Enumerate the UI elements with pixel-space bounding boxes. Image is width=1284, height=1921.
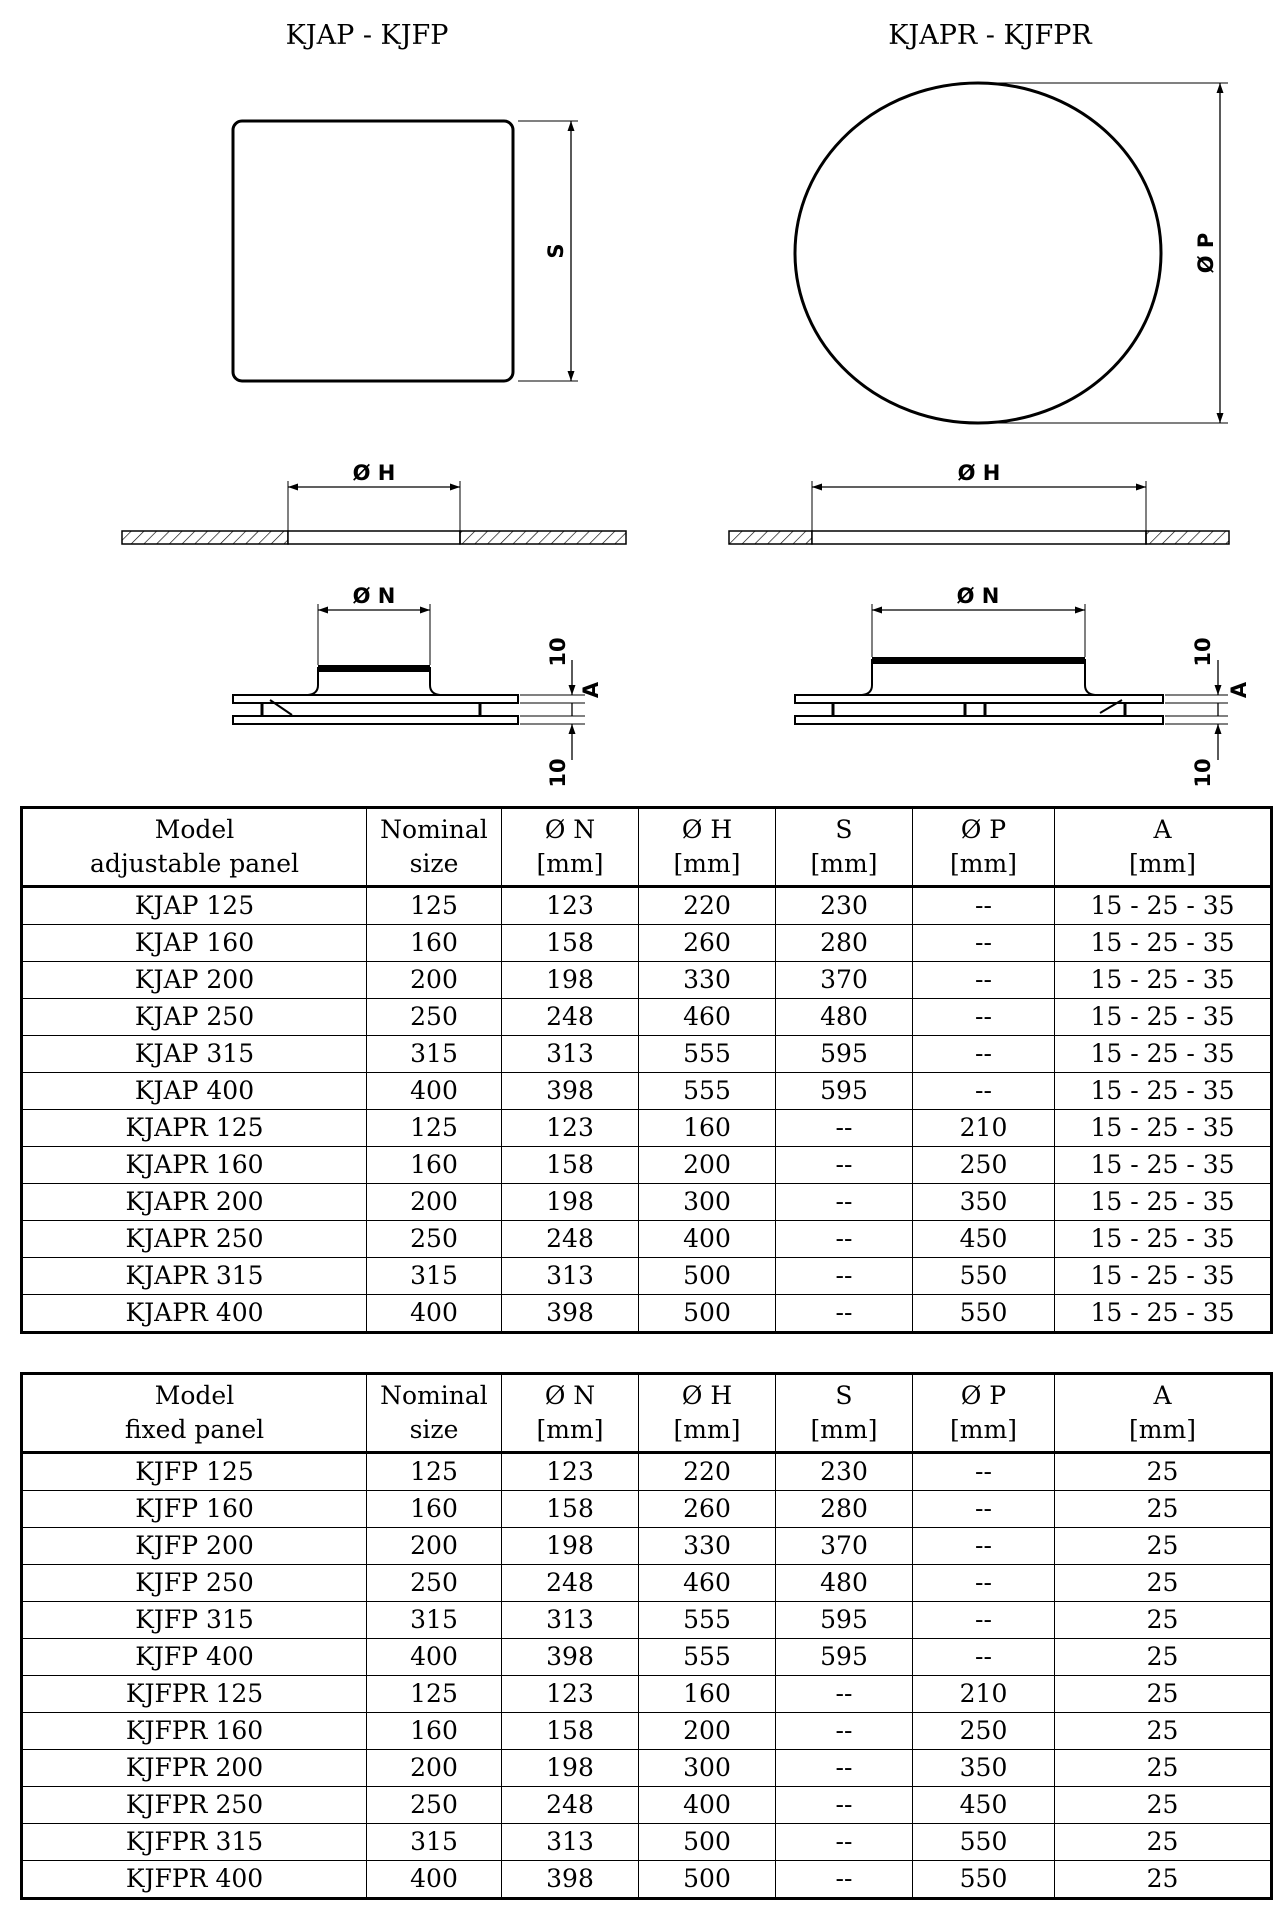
s-cell: --: [776, 1750, 913, 1787]
model-cell: KJFP 160: [22, 1491, 367, 1528]
table-row: [22, 962, 1272, 999]
right-top-10-label: 10: [1191, 637, 1215, 667]
s-cell: --: [776, 1258, 913, 1295]
table-row: [22, 1453, 1272, 1491]
n-cell: 248: [502, 999, 639, 1036]
left-n-dimension-label: Ø N: [352, 584, 396, 608]
p-cell: 250: [913, 1147, 1055, 1184]
p-cell: 350: [913, 1750, 1055, 1787]
nominal-size-column-header: Nominal size: [367, 1374, 502, 1453]
square-panel-side-view: [233, 584, 603, 788]
round-panel-side-view: [795, 584, 1251, 788]
a-cell: 25: [1055, 1787, 1272, 1824]
round-panel-front-view: [795, 83, 1228, 423]
n-cell: 248: [502, 1221, 639, 1258]
model-cell: KJFPR 250: [22, 1787, 367, 1824]
n-cell: 398: [502, 1861, 639, 1899]
table-row: [22, 1639, 1272, 1676]
h-cell: 555: [639, 1073, 776, 1110]
nominal-size-cell: 250: [367, 1787, 502, 1824]
s-cell: --: [776, 1787, 913, 1824]
p-cell: 450: [913, 1221, 1055, 1258]
a-cell: 15 - 25 - 35: [1055, 1184, 1272, 1221]
s-cell: 595: [776, 1639, 913, 1676]
a-cell: 15 - 25 - 35: [1055, 925, 1272, 962]
h-cell: 260: [639, 1491, 776, 1528]
h-column-header: Ø H [mm]: [639, 808, 776, 887]
nominal-size-cell: 160: [367, 1491, 502, 1528]
table-row: [22, 925, 1272, 962]
h-cell: 460: [639, 999, 776, 1036]
p-cell: --: [913, 887, 1055, 925]
a-cell: 15 - 25 - 35: [1055, 1036, 1272, 1073]
s-cell: 280: [776, 1491, 913, 1528]
table-header-row: [22, 808, 1272, 887]
round-panel-section-h: [729, 461, 1229, 544]
nominal-size-cell: 315: [367, 1258, 502, 1295]
n-column-header: Ø N [mm]: [502, 808, 639, 887]
right-h-dimension-label: Ø H: [957, 461, 1001, 485]
a-cell: 15 - 25 - 35: [1055, 1147, 1272, 1184]
model-cell: KJFPR 315: [22, 1824, 367, 1861]
right-bottom-10-label: 10: [1191, 758, 1215, 788]
n-cell: 158: [502, 1147, 639, 1184]
model-column-header: Model adjustable panel: [22, 808, 367, 887]
p-dimension-label: Ø P: [1194, 232, 1218, 274]
s-cell: 595: [776, 1036, 913, 1073]
table-row: [22, 1295, 1272, 1333]
nominal-size-cell: 400: [367, 1639, 502, 1676]
nominal-size-cell: 315: [367, 1602, 502, 1639]
nominal-size-cell: 160: [367, 925, 502, 962]
table-row: [22, 887, 1272, 925]
p-cell: --: [913, 999, 1055, 1036]
p-cell: --: [913, 1491, 1055, 1528]
square-panel-section-h: [122, 461, 626, 544]
model-cell: KJFP 250: [22, 1565, 367, 1602]
table-row: [22, 1824, 1272, 1861]
h-cell: 160: [639, 1676, 776, 1713]
h-cell: 500: [639, 1861, 776, 1899]
p-column-header: Ø P [mm]: [913, 808, 1055, 887]
square-panel-front-view: [233, 121, 578, 381]
h-cell: 500: [639, 1824, 776, 1861]
a-cell: 25: [1055, 1491, 1272, 1528]
a-cell: 15 - 25 - 35: [1055, 1110, 1272, 1147]
model-cell: KJAPR 315: [22, 1258, 367, 1295]
p-cell: --: [913, 1073, 1055, 1110]
p-cell: 450: [913, 1787, 1055, 1824]
s-cell: 480: [776, 1565, 913, 1602]
h-cell: 200: [639, 1713, 776, 1750]
n-cell: 123: [502, 1676, 639, 1713]
a-cell: 15 - 25 - 35: [1055, 1295, 1272, 1333]
h-cell: 330: [639, 962, 776, 999]
nominal-size-cell: 160: [367, 1713, 502, 1750]
h-cell: 200: [639, 1147, 776, 1184]
p-cell: --: [913, 1639, 1055, 1676]
a-cell: 25: [1055, 1824, 1272, 1861]
n-cell: 313: [502, 1824, 639, 1861]
p-cell: --: [913, 1565, 1055, 1602]
model-cell: KJAP 200: [22, 962, 367, 999]
p-cell: 550: [913, 1824, 1055, 1861]
model-cell: KJFP 315: [22, 1602, 367, 1639]
nominal-size-cell: 250: [367, 1565, 502, 1602]
model-cell: KJAPR 125: [22, 1110, 367, 1147]
model-cell: KJFPR 200: [22, 1750, 367, 1787]
n-cell: 398: [502, 1073, 639, 1110]
a-cell: 25: [1055, 1639, 1272, 1676]
adjustable-panel-table: [20, 806, 1273, 1334]
model-cell: KJAP 160: [22, 925, 367, 962]
nominal-size-cell: 125: [367, 1453, 502, 1491]
nominal-size-cell: 400: [367, 1073, 502, 1110]
nominal-size-column-header: Nominal size: [367, 808, 502, 887]
s-cell: 230: [776, 1453, 913, 1491]
p-cell: --: [913, 1528, 1055, 1565]
h-cell: 400: [639, 1787, 776, 1824]
table-row: [22, 1713, 1272, 1750]
a-cell: 15 - 25 - 35: [1055, 1258, 1272, 1295]
h-cell: 400: [639, 1221, 776, 1258]
n-cell: 398: [502, 1639, 639, 1676]
s-column-header: S [mm]: [776, 808, 913, 887]
model-cell: KJFP 200: [22, 1528, 367, 1565]
nominal-size-cell: 200: [367, 1184, 502, 1221]
h-cell: 300: [639, 1750, 776, 1787]
n-cell: 158: [502, 925, 639, 962]
a-cell: 25: [1055, 1750, 1272, 1787]
nominal-size-cell: 125: [367, 1110, 502, 1147]
model-cell: KJFPR 160: [22, 1713, 367, 1750]
s-cell: --: [776, 1221, 913, 1258]
n-cell: 313: [502, 1258, 639, 1295]
right-n-dimension-label: Ø N: [956, 584, 1000, 608]
nominal-size-cell: 200: [367, 962, 502, 999]
s-cell: --: [776, 1295, 913, 1333]
table-row: [22, 1528, 1272, 1565]
n-cell: 198: [502, 1528, 639, 1565]
h-cell: 555: [639, 1036, 776, 1073]
s-cell: --: [776, 1147, 913, 1184]
a-cell: 25: [1055, 1528, 1272, 1565]
table-row: [22, 1110, 1272, 1147]
n-cell: 248: [502, 1565, 639, 1602]
a-cell: 15 - 25 - 35: [1055, 1221, 1272, 1258]
s-cell: --: [776, 1824, 913, 1861]
nominal-size-cell: 400: [367, 1861, 502, 1899]
n-column-header: Ø N [mm]: [502, 1374, 639, 1453]
s-dimension-label: S: [544, 243, 568, 259]
n-cell: 158: [502, 1491, 639, 1528]
nominal-size-cell: 160: [367, 1147, 502, 1184]
p-cell: --: [913, 1453, 1055, 1491]
s-cell: --: [776, 1184, 913, 1221]
h-cell: 500: [639, 1258, 776, 1295]
p-cell: 550: [913, 1295, 1055, 1333]
table-row: [22, 999, 1272, 1036]
p-cell: --: [913, 1036, 1055, 1073]
h-cell: 160: [639, 1110, 776, 1147]
s-cell: 280: [776, 925, 913, 962]
p-cell: --: [913, 925, 1055, 962]
p-cell: 250: [913, 1713, 1055, 1750]
h-cell: 330: [639, 1528, 776, 1565]
h-cell: 555: [639, 1639, 776, 1676]
model-cell: KJAPR 400: [22, 1295, 367, 1333]
s-cell: 370: [776, 1528, 913, 1565]
h-cell: 555: [639, 1602, 776, 1639]
nominal-size-cell: 250: [367, 999, 502, 1036]
table-header-row: [22, 1374, 1272, 1453]
fixed-panel-table: [20, 1372, 1273, 1900]
a-cell: 15 - 25 - 35: [1055, 999, 1272, 1036]
h-cell: 260: [639, 925, 776, 962]
s-cell: --: [776, 1110, 913, 1147]
n-cell: 198: [502, 1750, 639, 1787]
a-column-header: A [mm]: [1055, 808, 1272, 887]
table-row: [22, 1676, 1272, 1713]
a-cell: 25: [1055, 1676, 1272, 1713]
model-column-header: Model fixed panel: [22, 1374, 367, 1453]
model-cell: KJFPR 400: [22, 1861, 367, 1899]
p-cell: --: [913, 1602, 1055, 1639]
s-column-header: S [mm]: [776, 1374, 913, 1453]
h-cell: 460: [639, 1565, 776, 1602]
s-cell: 480: [776, 999, 913, 1036]
n-cell: 123: [502, 1110, 639, 1147]
p-cell: 550: [913, 1861, 1055, 1899]
n-cell: 123: [502, 1453, 639, 1491]
h-cell: 300: [639, 1184, 776, 1221]
h-column-header: Ø H [mm]: [639, 1374, 776, 1453]
p-cell: 350: [913, 1184, 1055, 1221]
h-cell: 220: [639, 1453, 776, 1491]
s-cell: --: [776, 1861, 913, 1899]
table-row: [22, 1036, 1272, 1073]
table-row: [22, 1750, 1272, 1787]
n-cell: 313: [502, 1036, 639, 1073]
model-cell: KJAP 250: [22, 999, 367, 1036]
table-row: [22, 1602, 1272, 1639]
model-cell: KJAPR 250: [22, 1221, 367, 1258]
model-cell: KJAP 125: [22, 887, 367, 925]
n-cell: 123: [502, 887, 639, 925]
a-cell: 25: [1055, 1713, 1272, 1750]
model-cell: KJFPR 125: [22, 1676, 367, 1713]
nominal-size-cell: 125: [367, 887, 502, 925]
nominal-size-cell: 315: [367, 1036, 502, 1073]
p-cell: 210: [913, 1110, 1055, 1147]
p-column-header: Ø P [mm]: [913, 1374, 1055, 1453]
s-cell: --: [776, 1676, 913, 1713]
a-cell: 25: [1055, 1453, 1272, 1491]
table-row: [22, 1184, 1272, 1221]
nominal-size-cell: 125: [367, 1676, 502, 1713]
s-cell: 370: [776, 962, 913, 999]
n-cell: 198: [502, 962, 639, 999]
n-cell: 198: [502, 1184, 639, 1221]
a-cell: 15 - 25 - 35: [1055, 887, 1272, 925]
left-bottom-10-label: 10: [546, 758, 570, 788]
left-top-10-label: 10: [546, 637, 570, 667]
table-row: [22, 1221, 1272, 1258]
nominal-size-cell: 200: [367, 1750, 502, 1787]
model-cell: KJAPR 200: [22, 1184, 367, 1221]
left-h-dimension-label: Ø H: [352, 461, 396, 485]
s-cell: --: [776, 1713, 913, 1750]
h-cell: 500: [639, 1295, 776, 1333]
n-cell: 158: [502, 1713, 639, 1750]
table-row: [22, 1258, 1272, 1295]
model-cell: KJFP 125: [22, 1453, 367, 1491]
table-row: [22, 1491, 1272, 1528]
a-cell: 15 - 25 - 35: [1055, 1073, 1272, 1110]
right-drawing-title: KJAPR - KJFPR: [888, 20, 1092, 51]
table-row: [22, 1073, 1272, 1110]
model-cell: KJAP 315: [22, 1036, 367, 1073]
nominal-size-cell: 250: [367, 1221, 502, 1258]
nominal-size-cell: 200: [367, 1528, 502, 1565]
n-cell: 313: [502, 1602, 639, 1639]
nominal-size-cell: 315: [367, 1824, 502, 1861]
left-a-label: A: [579, 681, 603, 699]
p-cell: 210: [913, 1676, 1055, 1713]
model-cell: KJFP 400: [22, 1639, 367, 1676]
model-cell: KJAPR 160: [22, 1147, 367, 1184]
h-cell: 220: [639, 887, 776, 925]
n-cell: 248: [502, 1787, 639, 1824]
a-cell: 15 - 25 - 35: [1055, 962, 1272, 999]
technical-drawings: [0, 0, 1284, 800]
a-column-header: A [mm]: [1055, 1374, 1272, 1453]
left-drawing-title: KJAP - KJFP: [285, 20, 449, 51]
n-cell: 398: [502, 1295, 639, 1333]
p-cell: --: [913, 962, 1055, 999]
right-a-label: A: [1227, 681, 1251, 699]
s-cell: 230: [776, 887, 913, 925]
model-cell: KJAP 400: [22, 1073, 367, 1110]
a-cell: 25: [1055, 1602, 1272, 1639]
a-cell: 25: [1055, 1861, 1272, 1899]
table-row: [22, 1861, 1272, 1899]
table-row: [22, 1147, 1272, 1184]
table-row: [22, 1787, 1272, 1824]
p-cell: 550: [913, 1258, 1055, 1295]
s-cell: 595: [776, 1602, 913, 1639]
s-cell: 595: [776, 1073, 913, 1110]
table-row: [22, 1565, 1272, 1602]
a-cell: 25: [1055, 1565, 1272, 1602]
nominal-size-cell: 400: [367, 1295, 502, 1333]
